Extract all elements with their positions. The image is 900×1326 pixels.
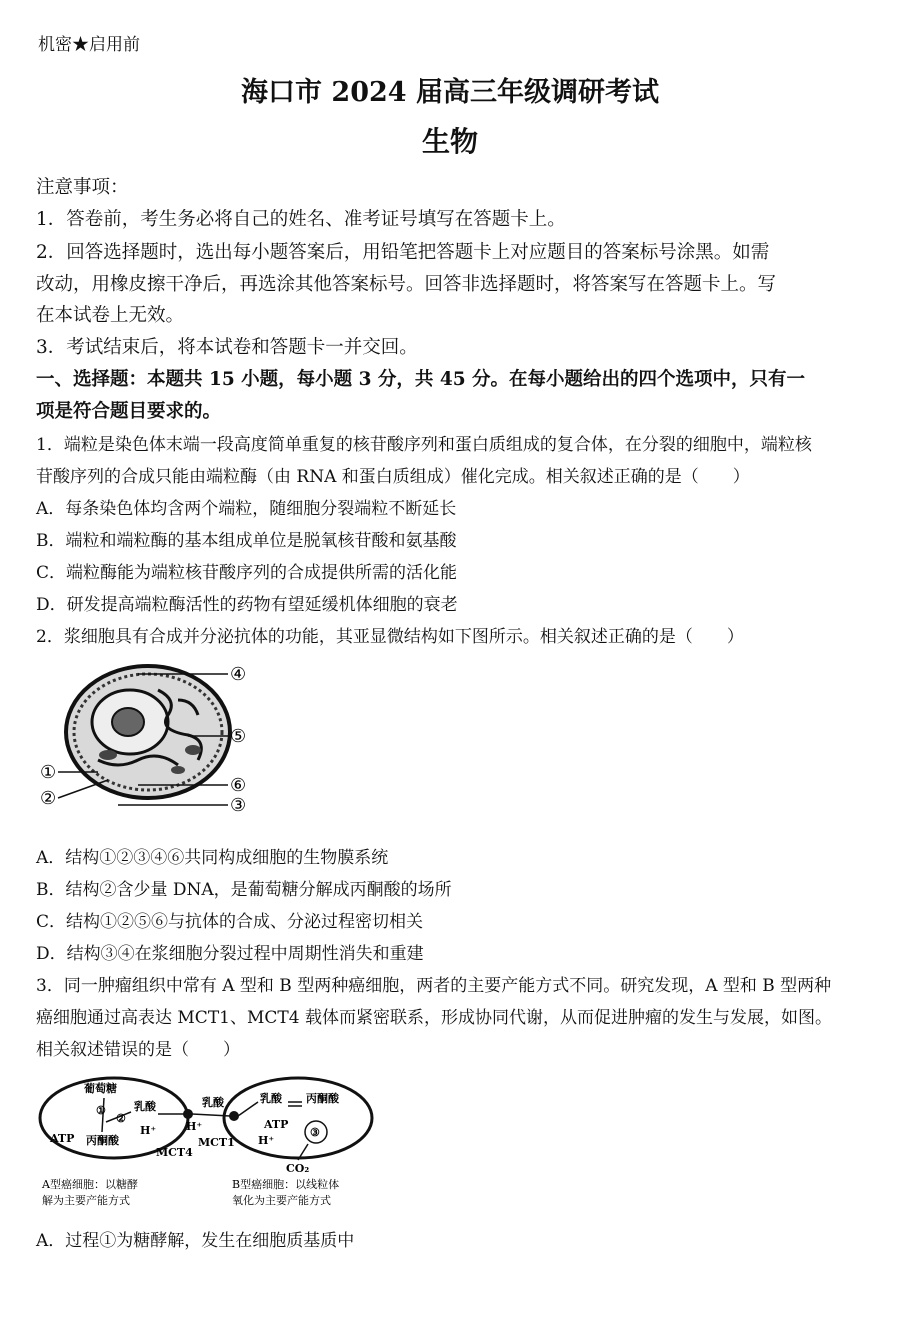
- label-1: ①: [40, 762, 57, 783]
- co2-label: CO₂: [286, 1162, 310, 1175]
- a-h-label: H⁺: [140, 1124, 157, 1137]
- q1-stem-line2: 苷酸序列的合成只能由端粒酶（由 RNA 和蛋白质组成）催化完成。相关叙述正确的是（ ）: [36, 467, 750, 487]
- b-atp-label: ATP: [264, 1118, 289, 1131]
- glucose-label: 葡萄糖: [84, 1082, 117, 1095]
- q1-option-d: D．研发提高端粒酶活性的药物有望延缓机体细胞的衰老: [36, 595, 458, 615]
- q2-option-b: B．结构②含少量 DNA，是葡萄糖分解成丙酮酸的场所: [36, 880, 452, 900]
- q3-stem-line3: 相关叙述错误的是（ ）: [36, 1040, 240, 1060]
- q2-option-d: D．结构③④在浆细胞分裂过程中周期性消失和重建: [36, 944, 424, 964]
- b-lactate-label: 乳酸: [260, 1092, 282, 1105]
- notice-item-2-end: 在本试卷上无效。: [36, 305, 185, 326]
- mct4-label: MCT4: [156, 1146, 193, 1159]
- q1-option-a: A．每条染色体均含两个端粒，随细胞分裂端粒不断延长: [36, 499, 457, 519]
- mct1-label: MCT1: [198, 1136, 235, 1149]
- a-lactate-label: 乳酸: [134, 1100, 156, 1113]
- notice-item-2: 2．回答选择题时，选出每小题答案后，用铅笔把答题卡上对应题目的答案标号涂黑。如需: [36, 242, 770, 263]
- q2-stem: 2．浆细胞具有合成并分泌抗体的功能，其亚显微结构如下图所示。相关叙述正确的是（ ）: [36, 627, 744, 647]
- notice-item-3: 3．考试结束后，将本试卷和答题卡一并交回。: [36, 337, 418, 358]
- b-pyruvate-label: 丙酮酸: [306, 1092, 339, 1105]
- step-3-label: ③: [310, 1126, 320, 1139]
- tumor-cell-metabolism-diagram: [36, 1072, 376, 1212]
- q2-option-c: C．结构①②⑤⑥与抗体的合成、分泌过程密切相关: [36, 912, 424, 932]
- b-h-label: H⁺: [258, 1134, 275, 1147]
- caption-a-line2: 解为主要产能方式: [42, 1194, 130, 1207]
- label-6: ⑥: [230, 775, 247, 796]
- caption-b-line1: B型癌细胞：以线粒体: [232, 1178, 340, 1191]
- junction-h-label: H⁺: [186, 1120, 203, 1133]
- label-4: ④: [230, 664, 247, 685]
- section-heading-cont: 项是符合题目要求的。: [36, 401, 222, 422]
- notice-item-2-cont: 改动，用橡皮擦干净后，再选涂其他答案标号。回答非选择题时，将答案写在答题卡上。写: [36, 274, 777, 295]
- q3-stem-line1: 3．同一肿瘤组织中常有 A 型和 B 型两种癌细胞，两者的主要产能方式不同。研究发现，A 型和 B 型两种: [36, 976, 832, 996]
- q2-option-a: A．结构①②③④⑥共同构成细胞的生物膜系统: [36, 848, 389, 868]
- q1-option-c: C．端粒酶能为端粒核苷酸序列的合成提供所需的活化能: [36, 563, 458, 583]
- label-2: ②: [40, 788, 57, 809]
- exam-subject: 生物: [421, 125, 478, 158]
- caption-a-line1: A型癌细胞：以糖酵: [42, 1178, 138, 1191]
- section-heading: 一、选择题：本题共 15 小题，每小题 3 分，共 45 分。在每小题给出的四个选项中，只有一: [36, 369, 806, 390]
- notice-heading: 注意事项：: [36, 177, 129, 198]
- junction-lactate-label: 乳酸: [202, 1096, 224, 1109]
- plasma-cell-diagram: [38, 660, 268, 820]
- notice-item-1: 1．答卷前，考生务必将自己的姓名、准考证号填写在答题卡上。: [36, 209, 566, 230]
- a-pyruvate-label: 丙酮酸: [86, 1134, 119, 1147]
- exam-title: 海口市 2024 届高三年级调研考试: [241, 77, 659, 108]
- label-5: ⑤: [230, 726, 247, 747]
- step-2-label: ②: [116, 1112, 126, 1125]
- step-1-label: ①: [96, 1104, 106, 1117]
- q1-option-b: B．端粒和端粒酶的基本组成单位是脱氧核苷酸和氨基酸: [36, 531, 457, 551]
- q3-stem-line2: 癌细胞通过高表达 MCT1、MCT4 载体而紧密联系，形成协同代谢，从而促进肿瘤的发生与发展，如图。: [36, 1008, 832, 1028]
- q1-stem-line1: 1．端粒是染色体末端一段高度简单重复的核苷酸序列和蛋白质组成的复合体，在分裂的细胞中，端粒核: [36, 435, 812, 455]
- confidential-label: 机密★启用前: [38, 35, 140, 55]
- caption-b-line2: 氧化为主要产能方式: [232, 1194, 331, 1207]
- label-3: ③: [230, 795, 247, 816]
- a-atp-label: ATP: [50, 1132, 75, 1145]
- q3-option-a: A．过程①为糖酵解，发生在细胞质基质中: [36, 1231, 355, 1251]
